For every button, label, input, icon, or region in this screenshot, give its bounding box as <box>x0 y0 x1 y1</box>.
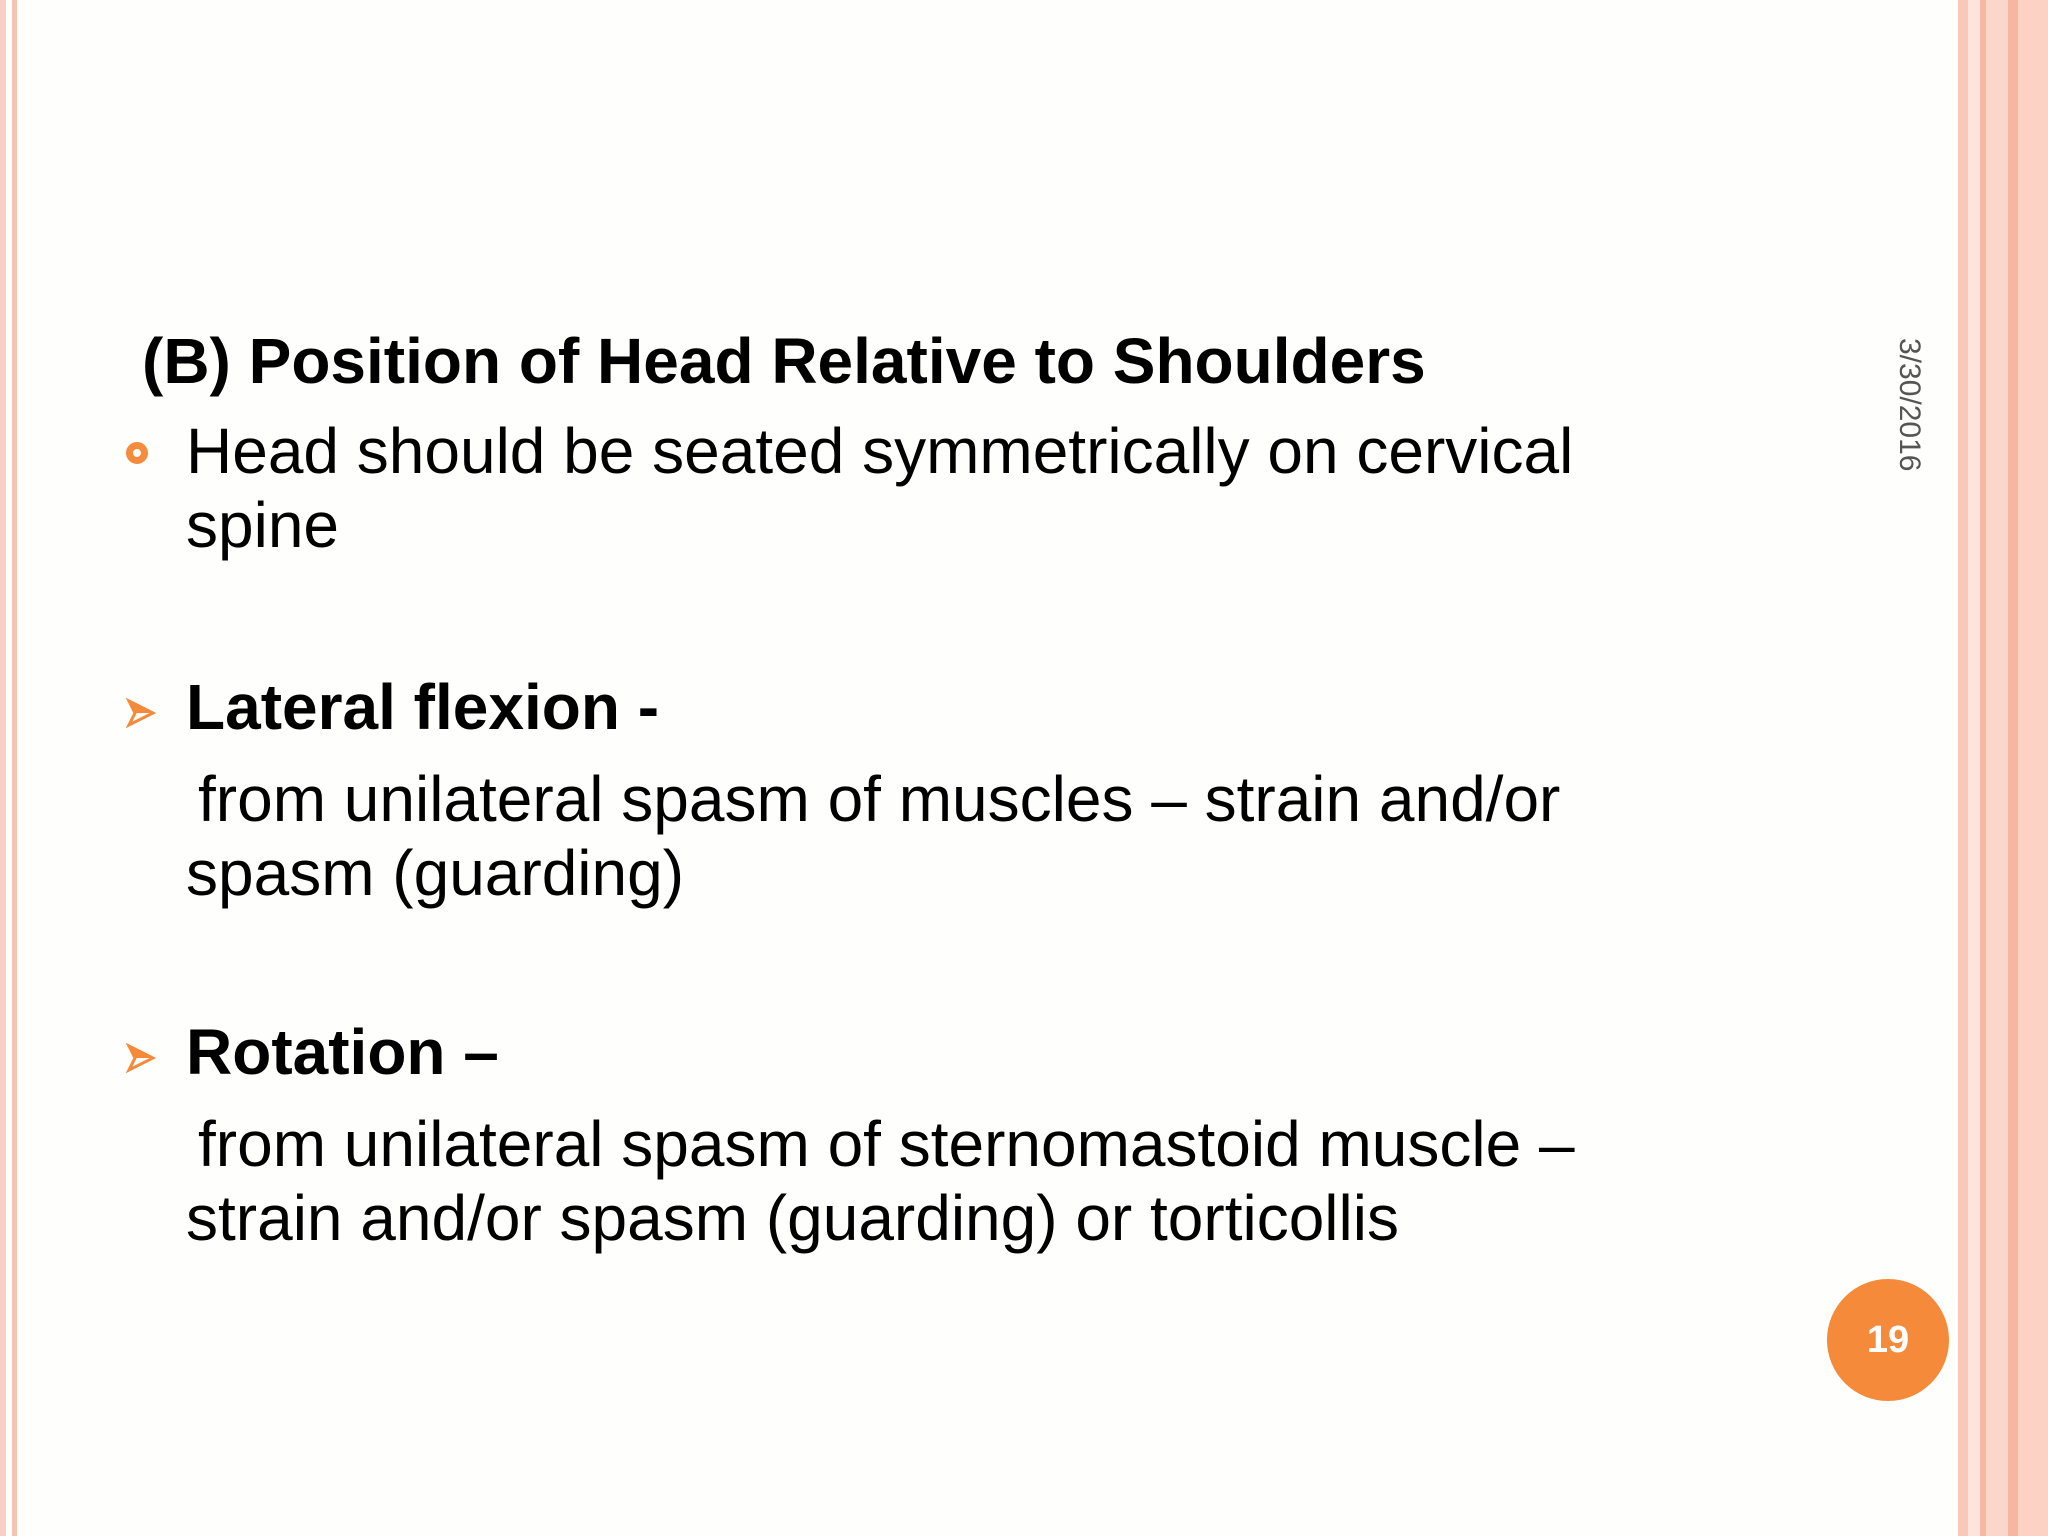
left-border-stripe <box>12 0 17 1536</box>
slide-date: 3/30/2016 <box>1893 338 1926 472</box>
right-border-stripe <box>2018 0 2048 1536</box>
bullet-text-line: Head should be seated symmetrically on cervical <box>186 415 1574 487</box>
bullet-text-line: spine <box>186 489 339 561</box>
bullet-text-line: from unilateral spasm of sternomastoid muscle – <box>198 1108 1575 1180</box>
right-border-decoration <box>1958 0 2048 1536</box>
left-border-decoration <box>0 0 24 1536</box>
bullet-text-line: from unilateral spasm of muscles – strain and/or <box>198 763 1561 835</box>
arrow-bullet-icon <box>126 1043 156 1073</box>
circle-bullet-icon <box>126 442 148 464</box>
bullet-heading-rotation: Rotation – <box>186 1016 499 1088</box>
left-border-stripe <box>0 0 6 1536</box>
bullet-item-lateral-flexion <box>186 762 1706 910</box>
page-number-badge: 19 <box>1827 1279 1949 1401</box>
bullet-text-line: strain and/or spasm (guarding) or torticollis <box>186 1182 1399 1254</box>
arrow-bullet-icon <box>126 698 156 728</box>
right-border-stripe <box>2008 0 2018 1536</box>
slide-title: (B) Position of Head Relative to Shoulders <box>142 325 1426 397</box>
right-border-stripe <box>1958 0 1968 1536</box>
bullet-text-line: spasm (guarding) <box>186 837 684 909</box>
bullet-item-rotation <box>186 1107 1706 1255</box>
bullet-item-head-seated <box>186 414 1706 562</box>
right-border-stripe <box>1968 0 1980 1536</box>
right-border-stripe <box>1986 0 2008 1536</box>
bullet-heading-lateral-flexion: Lateral flexion - <box>186 671 659 743</box>
